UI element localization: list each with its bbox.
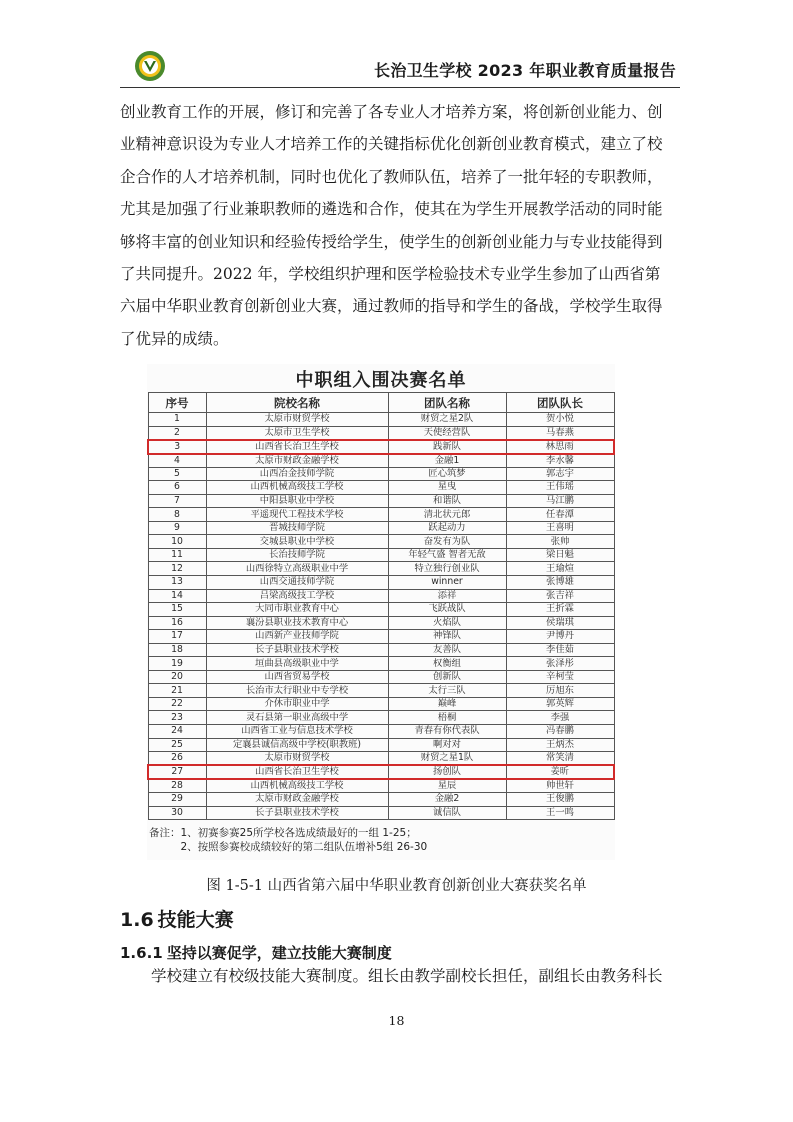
- cell-school: 晋城技师学院: [206, 521, 388, 535]
- cell-captain: 冯春鹏: [506, 725, 614, 739]
- cell-captain: 王炳杰: [506, 738, 614, 752]
- cell-school: 山西新产业技师学院: [206, 630, 388, 644]
- cell-number: 27: [148, 765, 206, 779]
- cell-team: 巅峰: [388, 697, 506, 711]
- section-title: 技能大赛: [157, 909, 234, 931]
- col-header-captain: 团队队长: [506, 393, 614, 413]
- cell-school: 山西省贸易学校: [206, 670, 388, 684]
- cell-team: 青春有你代表队: [388, 725, 506, 739]
- cell-team: 特立独行创业队: [388, 562, 506, 576]
- cell-number: 6: [148, 481, 206, 495]
- cell-team: 诚信队: [388, 806, 506, 820]
- paragraph-line: 业精神意识设为专业人才培养工作的关键指标优化创新创业教育模式，建立了校: [120, 135, 663, 154]
- page-number: 18: [388, 1013, 405, 1028]
- table-note: 备注：1、初赛参赛25所学校各选成绩最好的一组 1-25；: [149, 827, 417, 839]
- table-note: 2、按照参赛校成绩较好的第二组队伍增补5组 26-30: [149, 841, 428, 853]
- cell-school: 山西交通技师学院: [206, 576, 388, 590]
- cell-team: 星曳: [388, 481, 506, 495]
- cell-school: 太原市财政金融学校: [206, 454, 388, 468]
- cell-captain: 梁日魁: [506, 548, 614, 562]
- school-logo-icon: [134, 50, 166, 82]
- cell-number: 2: [148, 426, 206, 440]
- cell-team: winner: [388, 576, 506, 590]
- cell-number: 11: [148, 548, 206, 562]
- cell-number: 25: [148, 738, 206, 752]
- cell-number: 26: [148, 752, 206, 766]
- paragraph-line: 学校建立有校级技能大赛制度。组长由教学副校长担任，副组长由教务科长: [120, 967, 663, 985]
- cell-school: 长治技师学院: [206, 548, 388, 562]
- cell-captain: 马江鹏: [506, 494, 614, 508]
- table-row: [148, 697, 614, 711]
- page-header: [120, 46, 680, 88]
- table-row: [148, 806, 614, 820]
- cell-school: 山西徐特立高级职业中学: [206, 562, 388, 576]
- cell-number: 21: [148, 684, 206, 698]
- cell-team: 财贸之星2队: [388, 413, 506, 427]
- paragraph-line: 了共同提升。2022 年，学校组织护理和医学检验技术专业学生参加了山西省第: [120, 265, 661, 284]
- cell-number: 20: [148, 670, 206, 684]
- cell-team: 啊对对: [388, 738, 506, 752]
- table-row: [148, 630, 614, 644]
- table-row: [148, 684, 614, 698]
- table-row: [148, 657, 614, 671]
- cell-school: 垣曲县高级职业中学: [206, 657, 388, 671]
- cell-school: 山西冶金技师学院: [206, 467, 388, 481]
- paragraph-line: 企合作的人才培养机制，同时也优化了教师队伍，培养了一批年轻的专职教师，: [120, 167, 663, 186]
- cell-school: 襄汾县职业技术教育中心: [206, 616, 388, 630]
- cell-team: 财贸之星1队: [388, 752, 506, 766]
- cell-team: 梧桐: [388, 711, 506, 725]
- cell-school: 山西机械高级技工学校: [206, 481, 388, 495]
- cell-team: 扬创队: [388, 765, 506, 779]
- table-row: [148, 508, 614, 522]
- col-header-school: 院校名称: [206, 393, 388, 413]
- col-header-team: 团队名称: [388, 393, 506, 413]
- cell-captain: 张博雄: [506, 576, 614, 590]
- paragraph-line: 六届中华职业教育创新创业大赛，通过教师的指导和学生的备战，学校学生取得: [120, 297, 663, 316]
- cell-team: 年轻气盛 智者无敌: [388, 548, 506, 562]
- cell-team: 太行三队: [388, 684, 506, 698]
- cell-school: 吕梁高级技工学校: [206, 589, 388, 603]
- table-row: [148, 521, 614, 535]
- figure-title: 中职组入围决赛名单: [295, 370, 467, 391]
- table-row: [148, 779, 614, 793]
- cell-captain: 李佳茹: [506, 643, 614, 657]
- finalist-table: [147, 392, 615, 820]
- paragraph-line: 尤其是加强了行业兼职教师的遴选和合作，使其在为学生开展教学活动的同时能: [120, 200, 663, 219]
- cell-number: 7: [148, 494, 206, 508]
- cell-team: 奋发有为队: [388, 535, 506, 549]
- cell-number: 23: [148, 711, 206, 725]
- cell-team: 创新队: [388, 670, 506, 684]
- cell-team: 金融1: [388, 454, 506, 468]
- body-paragraph: [120, 96, 680, 355]
- cell-team: 友善队: [388, 643, 506, 657]
- table-row: [148, 711, 614, 725]
- subsection-title: 坚持以赛促学，建立技能大赛制度: [166, 944, 392, 962]
- table-row: [148, 454, 614, 468]
- cell-captain: 王一鸣: [506, 806, 614, 820]
- cell-captain: 王俊鹏: [506, 793, 614, 807]
- cell-team: 和谐队: [388, 494, 506, 508]
- col-header-number: 序号: [148, 393, 206, 413]
- cell-school: 定襄县诚信高级中学校(职教班): [206, 738, 388, 752]
- table-row-highlighted: [148, 440, 614, 454]
- cell-school: 山西省工业与信息技术学校: [206, 725, 388, 739]
- cell-number: 18: [148, 643, 206, 657]
- cell-team: 金融2: [388, 793, 506, 807]
- cell-school: 平遥现代工程技术学校: [206, 508, 388, 522]
- cell-captain: 姜昕: [506, 765, 614, 779]
- cell-school: 太原市财贸学校: [206, 752, 388, 766]
- cell-number: 15: [148, 603, 206, 617]
- cell-school: 长子县职业技术学校: [206, 643, 388, 657]
- cell-school: 介休市职业中学: [206, 697, 388, 711]
- cell-team: 飞跃战队: [388, 603, 506, 617]
- table-row: [148, 589, 614, 603]
- subsection-number: 1.6.1: [120, 944, 163, 962]
- cell-captain: 马春燕: [506, 426, 614, 440]
- cell-school: 灵石县第一职业高级中学: [206, 711, 388, 725]
- cell-captain: 常笑清: [506, 752, 614, 766]
- cell-captain: 任春潭: [506, 508, 614, 522]
- cell-team: 匠心筑梦: [388, 467, 506, 481]
- cell-captain: 贺小悦: [506, 413, 614, 427]
- table-body: [148, 413, 614, 820]
- cell-number: 9: [148, 521, 206, 535]
- table-row: [148, 494, 614, 508]
- table-notes: [149, 826, 427, 854]
- cell-number: 4: [148, 454, 206, 468]
- cell-captain: 帅世轩: [506, 779, 614, 793]
- paragraph-line: 够将丰富的创业知识和经验传授给学生，使学生的创新创业能力与专业技能得到: [120, 232, 663, 251]
- table-row: [148, 576, 614, 590]
- cell-captain: 辛柯莹: [506, 670, 614, 684]
- cell-number: 12: [148, 562, 206, 576]
- table-row: [148, 481, 614, 495]
- cell-number: 3: [148, 440, 206, 454]
- cell-school: 太原市卫生学校: [206, 426, 388, 440]
- cell-number: 1: [148, 413, 206, 427]
- table-row: [148, 670, 614, 684]
- cell-school: 山西省长治卫生学校: [206, 765, 388, 779]
- cell-team: 践新队: [388, 440, 506, 454]
- cell-captain: 李水馨: [506, 454, 614, 468]
- cell-number: 19: [148, 657, 206, 671]
- table-row: [148, 738, 614, 752]
- cell-number: 29: [148, 793, 206, 807]
- cell-school: 太原市财政金融学校: [206, 793, 388, 807]
- cell-school: 大同市职业教育中心: [206, 603, 388, 617]
- section-number: 1.6: [120, 909, 154, 931]
- cell-captain: 张吉祥: [506, 589, 614, 603]
- cell-team: 添祥: [388, 589, 506, 603]
- cell-captain: 侯瑞琪: [506, 616, 614, 630]
- table-row: [148, 752, 614, 766]
- cell-captain: 尹博丹: [506, 630, 614, 644]
- cell-number: 5: [148, 467, 206, 481]
- table-row: [148, 562, 614, 576]
- cell-number: 24: [148, 725, 206, 739]
- cell-team: 跃起动力: [388, 521, 506, 535]
- cell-number: 30: [148, 806, 206, 820]
- cell-team: 清北状元郎: [388, 508, 506, 522]
- header-title: 长治卫生学校 2023 年职业教育质量报告: [374, 61, 676, 80]
- cell-team: 权衡组: [388, 657, 506, 671]
- table-header-row: [148, 393, 614, 413]
- figure-caption: 图 1-5-1 山西省第六届中华职业教育创新创业大赛获奖名单: [206, 878, 587, 894]
- cell-number: 14: [148, 589, 206, 603]
- cell-school: 山西机械高级技工学校: [206, 779, 388, 793]
- table-row: [148, 793, 614, 807]
- cell-school: 中阳县职业中学校: [206, 494, 388, 508]
- cell-captain: 张泽彤: [506, 657, 614, 671]
- table-row: [148, 467, 614, 481]
- cell-school: 太原市财贸学校: [206, 413, 388, 427]
- cell-captain: 郭英辉: [506, 697, 614, 711]
- cell-number: 22: [148, 697, 206, 711]
- table-row: [148, 643, 614, 657]
- cell-school: 长子县职业技术学校: [206, 806, 388, 820]
- cell-captain: 郭志宇: [506, 467, 614, 481]
- table-row: [148, 535, 614, 549]
- cell-number: 13: [148, 576, 206, 590]
- cell-captain: 王伟瑶: [506, 481, 614, 495]
- cell-team: 天使经营队: [388, 426, 506, 440]
- cell-school: 山西省长治卫生学校: [206, 440, 388, 454]
- section-heading: [120, 905, 238, 932]
- cell-number: 10: [148, 535, 206, 549]
- cell-team: 星辰: [388, 779, 506, 793]
- cell-captain: 王折霖: [506, 603, 614, 617]
- table-row: [148, 548, 614, 562]
- cell-school: 长治市太行职业中专学校: [206, 684, 388, 698]
- cell-team: 神锋队: [388, 630, 506, 644]
- cell-number: 8: [148, 508, 206, 522]
- cell-number: 28: [148, 779, 206, 793]
- paragraph-line: 了优异的成绩。: [120, 329, 229, 348]
- cell-captain: 厉旭东: [506, 684, 614, 698]
- table-row: [148, 413, 614, 427]
- table-row: [148, 725, 614, 739]
- table-row-highlighted: [148, 765, 614, 779]
- cell-captain: 王喜明: [506, 521, 614, 535]
- cell-number: 16: [148, 616, 206, 630]
- finalist-list-figure: [147, 364, 615, 860]
- body-paragraph-2: [120, 960, 680, 992]
- cell-school: 交城县职业中学校: [206, 535, 388, 549]
- cell-captain: 张帅: [506, 535, 614, 549]
- cell-number: 17: [148, 630, 206, 644]
- table-row: [148, 603, 614, 617]
- cell-captain: 王瑜煊: [506, 562, 614, 576]
- cell-team: 火焰队: [388, 616, 506, 630]
- table-row: [148, 426, 614, 440]
- paragraph-line: 创业教育工作的开展，修订和完善了各专业人才培养方案，将创新创业能力、创: [120, 103, 663, 121]
- cell-captain: 李强: [506, 711, 614, 725]
- cell-captain: 林思雨: [506, 440, 614, 454]
- table-row: [148, 616, 614, 630]
